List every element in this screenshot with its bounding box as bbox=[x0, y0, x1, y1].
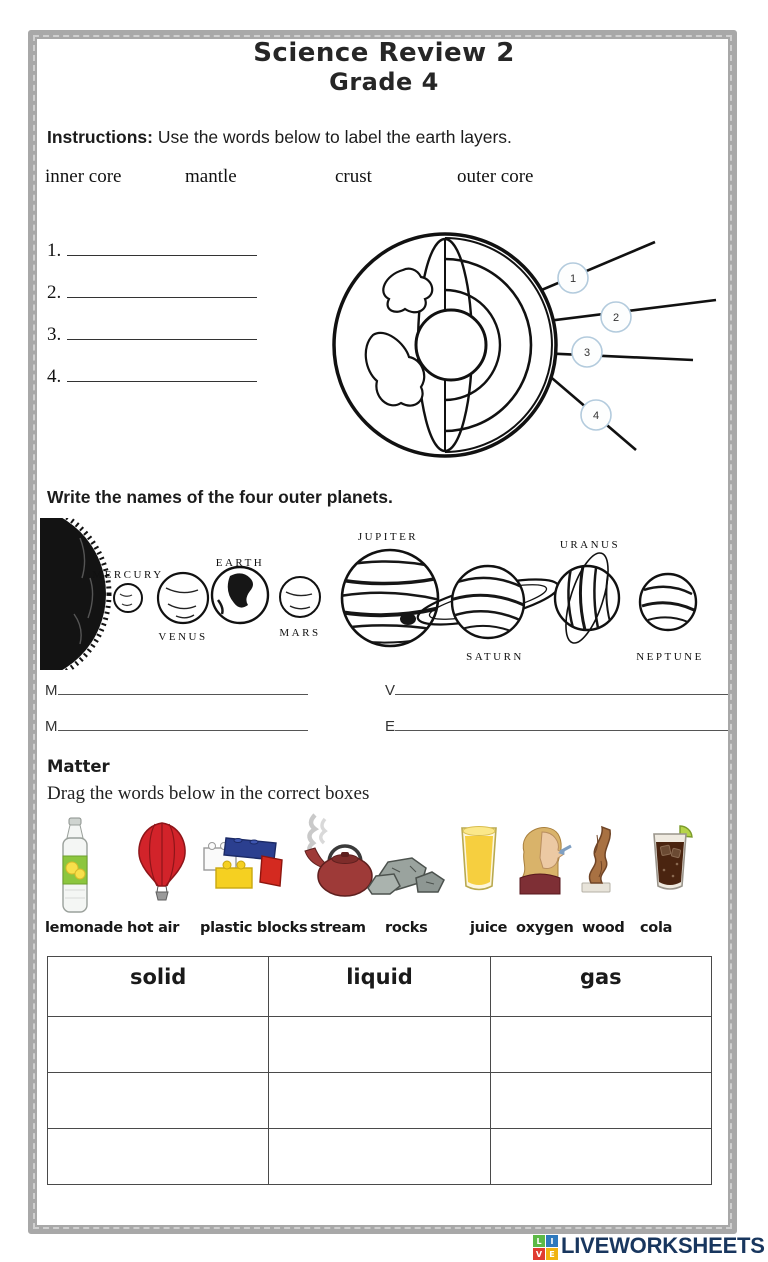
liveworksheets-logo-icon[interactable] bbox=[533, 1235, 559, 1261]
planet-answer-2 bbox=[385, 682, 728, 699]
label-mars: MARS bbox=[279, 627, 321, 639]
rocks-icon bbox=[366, 848, 446, 898]
drag-word-juice[interactable]: juice bbox=[470, 920, 508, 936]
logo-square-e: E bbox=[546, 1248, 558, 1260]
lemonade-bottle-icon bbox=[52, 816, 98, 916]
planet-earth bbox=[212, 567, 268, 623]
drag-word-stream[interactable]: stream bbox=[310, 920, 366, 936]
drop-cell-liquid-3[interactable] bbox=[269, 1129, 490, 1185]
drop-cell-liquid-1[interactable] bbox=[269, 1017, 490, 1073]
outer-planets-heading: Write the names of the four outer planets. bbox=[47, 487, 393, 507]
drop-cell-solid-1[interactable] bbox=[48, 1017, 269, 1073]
drop-cell-gas-1[interactable] bbox=[490, 1017, 711, 1073]
label-mercury: MERCURY bbox=[92, 569, 164, 581]
answer-prefix-2: V bbox=[385, 682, 396, 699]
planet-answer-1 bbox=[45, 682, 308, 699]
planet-uranus bbox=[555, 548, 619, 647]
earth-blank-row-4 bbox=[47, 366, 257, 388]
label-earth: EARTH bbox=[215, 557, 265, 569]
liveworksheets-brand[interactable]: LIVEWORKSHEETS bbox=[561, 1233, 765, 1258]
drag-word-oxygen[interactable]: oxygen bbox=[516, 920, 574, 936]
drop-cell-gas-3[interactable] bbox=[490, 1129, 711, 1185]
planet-mars bbox=[280, 577, 320, 617]
title-line-1: Science Review 2 bbox=[253, 38, 515, 68]
logo-square-l: L bbox=[533, 1235, 545, 1247]
table-header-liquid: liquid bbox=[269, 957, 490, 1017]
earth-blank-row-3 bbox=[47, 324, 257, 346]
drop-cell-liquid-2[interactable] bbox=[269, 1073, 490, 1129]
table-row bbox=[48, 1017, 712, 1073]
label-saturn: SATURN bbox=[466, 651, 524, 663]
callout-4 bbox=[581, 400, 611, 430]
matter-table bbox=[47, 956, 712, 1185]
drag-word-lemonade[interactable]: lemonade bbox=[45, 920, 123, 936]
callout-1 bbox=[558, 263, 588, 293]
logo-square-i: I bbox=[546, 1235, 558, 1247]
svg-text:1: 1 bbox=[569, 273, 577, 285]
word-bank-outer-core: outer core bbox=[457, 166, 534, 187]
planet-answer-3 bbox=[45, 718, 308, 735]
matter-heading: Matter bbox=[47, 757, 110, 776]
svg-text:4: 4 bbox=[592, 410, 600, 422]
blank-number-4: 4. bbox=[47, 366, 62, 387]
blank-number-3: 3. bbox=[47, 324, 62, 345]
earth-layers-diagram bbox=[325, 215, 735, 470]
answer-prefix-1: M bbox=[45, 682, 58, 699]
planet-answer-line-3[interactable] bbox=[58, 719, 308, 731]
planet-answer-line-1[interactable] bbox=[58, 683, 308, 695]
planet-mercury bbox=[114, 584, 142, 612]
answer-prefix-4: E bbox=[385, 718, 396, 735]
sun-illustration bbox=[40, 518, 109, 670]
title-line-2: Grade 4 bbox=[329, 68, 439, 96]
table-header-solid: solid bbox=[48, 957, 269, 1017]
planet-venus bbox=[158, 573, 208, 623]
drag-word-plastic-blocks[interactable]: plastic blocks bbox=[200, 920, 308, 936]
matter-instruction: Drag the words below in the correct boxes bbox=[47, 783, 370, 804]
table-row bbox=[48, 1129, 712, 1185]
drop-cell-solid-2[interactable] bbox=[48, 1073, 269, 1129]
label-jupiter: JUPITER bbox=[357, 531, 419, 543]
footer bbox=[0, 1230, 768, 1262]
matter-table-header-row bbox=[48, 957, 712, 1017]
hot-air-balloon-icon bbox=[133, 820, 191, 902]
breathing-person-icon bbox=[508, 818, 572, 896]
page-title bbox=[0, 38, 768, 96]
earth-answer-line-3[interactable] bbox=[67, 325, 257, 340]
plastic-blocks-icon bbox=[200, 832, 288, 894]
word-bank-crust: crust bbox=[335, 166, 372, 187]
drag-word-wood[interactable]: wood bbox=[582, 920, 625, 936]
blank-number-1: 1. bbox=[47, 240, 62, 261]
earth-blank-row-2 bbox=[47, 282, 257, 304]
word-bank-mantle: mantle bbox=[185, 166, 237, 187]
table-header-gas: gas bbox=[490, 957, 711, 1017]
drag-word-rocks[interactable]: rocks bbox=[385, 920, 428, 936]
blank-number-2: 2. bbox=[47, 282, 62, 303]
earth-answer-line-1[interactable] bbox=[67, 241, 257, 256]
drop-cell-solid-3[interactable] bbox=[48, 1129, 269, 1185]
earth-blank-row-1 bbox=[47, 240, 257, 262]
label-neptune: NEPTUNE bbox=[636, 651, 704, 663]
planet-neptune bbox=[640, 574, 696, 630]
drop-cell-gas-2[interactable] bbox=[490, 1073, 711, 1129]
earth-answer-line-4[interactable] bbox=[67, 367, 257, 382]
table-row bbox=[48, 1073, 712, 1129]
word-bank-inner-core: inner core bbox=[45, 166, 122, 187]
label-venus: VENUS bbox=[158, 631, 208, 643]
svg-text:3: 3 bbox=[583, 347, 591, 359]
planet-saturn bbox=[414, 566, 562, 638]
wood-sculpture-icon bbox=[577, 821, 615, 895]
instructions bbox=[47, 127, 512, 148]
earth-answer-line-2[interactable] bbox=[67, 283, 257, 298]
juice-glass-icon bbox=[456, 820, 502, 894]
logo-square-v: V bbox=[533, 1248, 545, 1260]
planet-answer-line-2[interactable] bbox=[395, 683, 728, 695]
callout-2 bbox=[601, 302, 631, 332]
steaming-kettle-icon bbox=[293, 813, 377, 897]
label-uranus: URANUS bbox=[559, 539, 621, 551]
cola-glass-icon bbox=[646, 824, 694, 896]
instructions-label: Instructions: bbox=[47, 127, 153, 147]
solar-system-illustration bbox=[40, 518, 730, 670]
planet-answer-4 bbox=[385, 718, 728, 735]
planet-jupiter bbox=[340, 550, 440, 646]
planet-answer-line-4[interactable] bbox=[395, 719, 728, 731]
drag-word-cola[interactable]: cola bbox=[640, 920, 673, 936]
answer-prefix-3: M bbox=[45, 718, 58, 735]
svg-text:2: 2 bbox=[612, 312, 620, 324]
callout-3 bbox=[572, 337, 602, 367]
instructions-text: Use the words below to label the earth layers. bbox=[152, 127, 512, 147]
drag-word-hot-air[interactable]: hot air bbox=[127, 920, 180, 936]
